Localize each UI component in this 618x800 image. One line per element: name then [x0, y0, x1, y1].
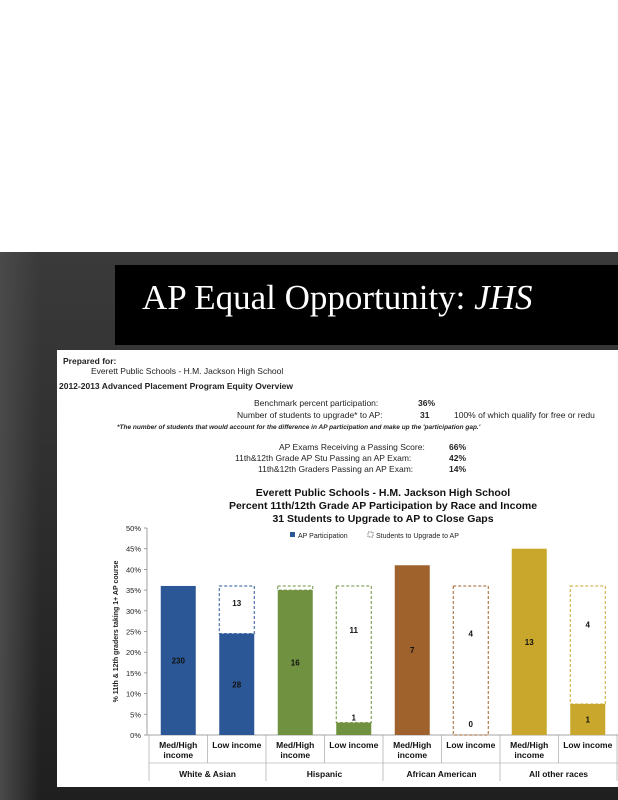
- y-tick-label: 30%: [125, 606, 141, 616]
- x-category-label-2: income: [397, 750, 428, 760]
- x-category-label: Med/High: [276, 740, 315, 750]
- group-label: Hispanic: [306, 769, 343, 779]
- participation-count-label: 0: [468, 720, 473, 729]
- x-category-label: Med/High: [393, 740, 432, 750]
- passing-score-value: 66%: [449, 442, 467, 452]
- upgrade-bar: [453, 586, 488, 735]
- y-tick-label: 40%: [125, 565, 141, 575]
- x-category-label: Low income: [329, 740, 379, 750]
- y-tick-label: 0%: [130, 731, 141, 740]
- participation-count-label: 230: [171, 656, 185, 666]
- chart-subtitle: Percent 11th/12th Grade AP Participation by Race and Income: [228, 500, 538, 512]
- upgrade-bar: [336, 586, 371, 723]
- group-label: White & Asian: [179, 769, 236, 779]
- overview-title: 2012-2013 Advanced Placement Program Equity Overview: [59, 381, 294, 391]
- upgrade-label: Number of students to upgrade* to AP:: [237, 410, 383, 420]
- chart-subtitle-2: 31 Students to Upgrade to AP to Close Gaps: [272, 513, 494, 525]
- chart-title: Everett Public Schools - H.M. Jackson High School: [255, 487, 511, 499]
- upgrade-bar: [219, 586, 254, 634]
- y-tick-label: 10%: [125, 689, 141, 699]
- slide-title-italic: JHS: [474, 278, 533, 317]
- participation-bar: [336, 723, 371, 735]
- x-category-label: Low income: [446, 740, 496, 750]
- x-category-label-2: income: [163, 750, 194, 760]
- x-category-label: Low income: [212, 740, 262, 750]
- y-tick-label: 5%: [130, 710, 141, 720]
- upgrade-bar: [278, 586, 313, 590]
- footnote: *The number of students that would account for the difference in AP participation and make up the 'participation gap.': [117, 424, 481, 431]
- y-tick-label: 15%: [125, 668, 141, 678]
- x-category-label: Med/High: [159, 740, 198, 750]
- legend-participation-label: AP Participation: [298, 533, 348, 540]
- y-tick-label: 50%: [125, 524, 141, 533]
- x-category-label: Low income: [563, 740, 613, 750]
- upgrade-count-label: 4: [468, 629, 473, 639]
- upgrade-count-label: 13: [232, 599, 242, 609]
- upgrade-count-label: 11: [349, 625, 358, 635]
- x-category-label-2: income: [280, 750, 311, 760]
- passing-score-label: AP Exams Receiving a Passing Score:: [279, 442, 425, 452]
- upgrade-note: 100% of which qualify for free or redu: [454, 410, 595, 420]
- legend-upgrade-label: Students to Upgrade to AP: [376, 533, 459, 540]
- upgrade-count-label: 4: [585, 620, 590, 630]
- graders-passing-label: 11th&12th Graders Passing an AP Exam:: [258, 464, 414, 474]
- upgrade-value: 31: [420, 410, 430, 420]
- x-category-label-2: income: [514, 750, 545, 760]
- benchmark-label: Benchmark percent participation:: [254, 398, 379, 408]
- legend-participation-swatch: [290, 532, 295, 537]
- slide-title-text: AP Equal Opportunity:: [142, 278, 466, 317]
- stu-passing-label: 11th&12th Grade AP Stu Passing an AP Exam:: [235, 453, 412, 463]
- participation-count-label: 28: [232, 680, 242, 690]
- participation-count-label: 1: [351, 713, 356, 723]
- participation-count-label: 16: [290, 658, 300, 668]
- legend-upgrade-swatch: [368, 532, 373, 537]
- x-category-label: Med/High: [510, 740, 549, 750]
- graders-passing-value: 14%: [449, 464, 467, 474]
- upgrade-bar: [570, 586, 605, 704]
- participation-count-label: 1: [585, 715, 590, 725]
- y-tick-label: 20%: [125, 648, 141, 658]
- y-axis-label: % 11th & 12th graders taking 1+ AP course: [113, 560, 120, 703]
- prepared-for-label: Prepared for:: [63, 356, 117, 366]
- report-panel: [57, 350, 618, 787]
- y-tick-label: 45%: [125, 544, 141, 554]
- participation-count-label: 13: [524, 637, 534, 647]
- benchmark-value: 36%: [418, 398, 436, 408]
- y-tick-label: 25%: [125, 627, 141, 637]
- slide-title: [142, 278, 532, 318]
- group-label: African American: [406, 769, 477, 779]
- chart: [57, 350, 618, 787]
- participation-count-label: 7: [410, 646, 415, 656]
- school-name: Everett Public Schools - H.M. Jackson High School: [91, 366, 284, 376]
- y-tick-label: 35%: [125, 586, 141, 596]
- group-label: All other races: [528, 769, 589, 779]
- stu-passing-value: 42%: [449, 453, 467, 463]
